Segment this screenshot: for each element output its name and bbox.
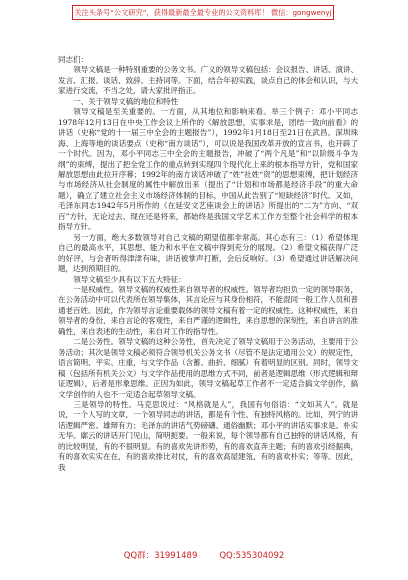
paragraph-status: 领导文稿是至关重要的。一方面，从其地位和影响来看。举三个例子：邓小平同志1978年12月13日在中央工作会议上所作的《解放思想，实事求是，团结一致向前看》的讲话（史称“党的十一届三中全会的主题报告”），1992年1月18日至21日在武昌、深圳珠海、上海等地的谈话要点（史称“南方谈话”），可以说是我国改革开放的宣言书，也开辟了一个时代。因为，邓小平同志三中全会的主题报告，冲破了“两个凡是”和“以阶级斗争为纲”的束缚，提出了把全党工作的重点转到实现四个现代化上来的根本指导方针，党和国家解放思想由此拉开序幕；1992年的南方谈话冲破了“姓”社姓“资”的思想束缚，把计划经济与市场经济从社会制度的属性中解放出来（提出了“计划和市场都是经济手段”的重大命题），确立了建立社会主义市场经济体制的目标，中国从此告别了“短缺经济”时代。又如，毛泽东同志1942年5月所作的《在延安文艺座谈会上的讲话》所提出的“二为”方向、“双百”方针，无论过去、现在还是将来，都始终是我国文学艺术工作方至整个社会科学的根本指导方针。 xyxy=(58,107,358,232)
paragraph-personality: 三是领导的特性。马克思说过：“风格就是人”，我国有句俗语：“文如其人”。就是说，一个人写的文章，一个领导同志的讲话，都是有个性、有独特风格的。比如，列宁的讲话逻辑严密、雄辩有力；毛泽东的讲话气势磅礴、通俗幽默；邓小平的讲话实事求是、朴实无华。廓云的讲话开门见山，简明扼要。一般来说，每个领导都有自己独特的讲话风格，有的比较明显，有的不很明显。有的喜欢先讲形势，有的喜欢直奔主题；有的喜欢引经据典，有的喜欢实实在在，有的喜欢排比对仗，有的喜欢高屋建瓴，有的喜欢朴实；等等。因此，我 xyxy=(58,399,358,472)
salutation: 同志们： xyxy=(58,55,88,64)
section-heading: 一、关于领导文稿的地位和特性 xyxy=(73,96,179,106)
paragraph-features-intro: 领导文稿至少具有以下五大特征： xyxy=(73,274,186,284)
paragraph-authority: 一是权威性。领导文稿的权威性来自领导者的权威性。领导者均担负一定的领导职务，在公务活动中可以代表所在领导集体，其言论应与其身份相符，不能混同一般工作人员和普通老百姓。因此，作为领导言论重要载体的领导文稿有着一定的权威性。这种权威性，来自领导者的身份，来自言论的客观性，来自严谨的逻辑性，来自思想的深刻性，来自讲言的准确性，来自表述的生动性，来自对工作的指导性。 xyxy=(58,284,358,336)
header-banner xyxy=(72,5,334,20)
paragraph-intro: 领导文稿是一种特别重要的公务文书。广义的领导文稿包括：会议报告、讲话、演讲、发言、汇报、谈话、致辞、主持词等。下面，结合年初实践，谈点自己的体会和认识，与大家进行交流，不当之处，请大家批评指正。 xyxy=(58,65,358,96)
header-banner-text: 关注头条号“公文研究”，获得最新最全最专业的公文资料库！ 微信：gongwenyj xyxy=(74,7,332,17)
paragraph-expectation: 另一方面，绝大多数领导对自己文稿的期望值都非常高。其心态有三：（1）希望体现自己的最高水平，其思想、能力和水平在文稿中得到充分的展现。（2）希望文稿获得广泛的好评，与会者听得津津有味，讲话被掌声打断，会后反响好。（3）希望通过讲话解决问题，达到预期目的。 xyxy=(58,232,358,274)
document-body xyxy=(58,55,358,542)
paragraph-official: 二是公务性。领导文稿的这种公务性，首先决定了领导文稿用于公务活动，主要用于公务活动；其次是领导文稿必须符合领导机关公务文书（尽管不是法定通用公文）的规定性，语言简明、平实、庄重，与文学作品（含蓄、曲折、细腻）有着明显的区别。同时，领导文稿（包括所有机关公文）与文学作品使用的思维方式不同，前者是逻辑思维（形式逻辑和辩证逻辑），后者是形象思维。正因为如此，领导文稿起草工作者不一定适合搞文学创作，搞文学创作的人也不一定适合起草领导文稿。 xyxy=(58,337,358,399)
footer-qq-group: QQ群：31991489 xyxy=(123,551,198,561)
footer-contact xyxy=(0,549,408,561)
footer-qq: QQ:535304092 xyxy=(219,551,285,561)
